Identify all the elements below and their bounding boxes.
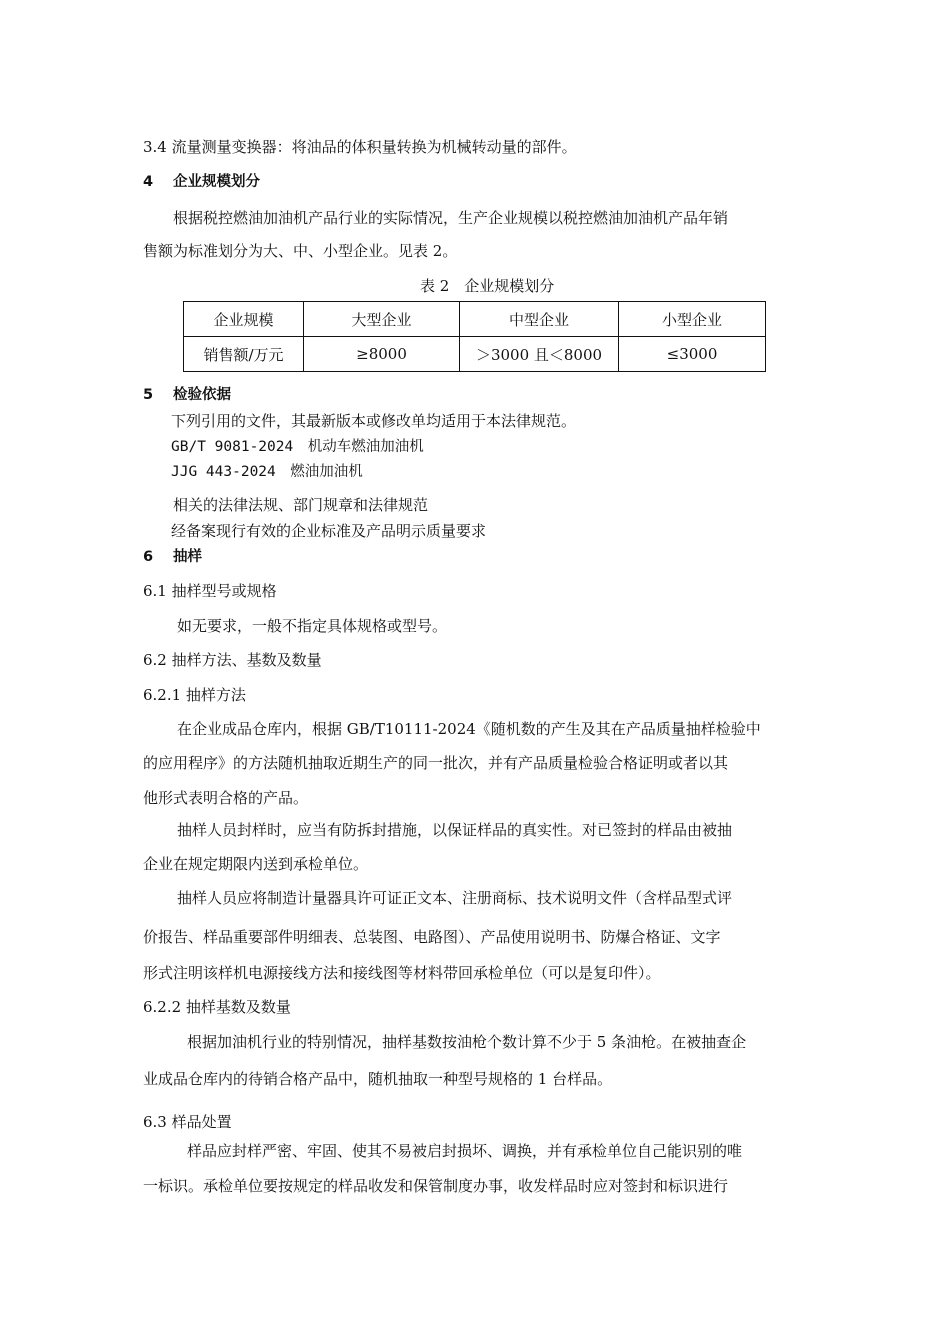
enterprise-scale-table [183,301,766,372]
paragraph-line: 一标识。承检单位要按规定的样品收发和保管制度办事，收发样品时应对签封和标识进行 [143,1177,729,1195]
clause-6-2-heading: 6.2 抽样方法、基数及数量 [143,651,322,669]
section-number: 6 [143,549,154,565]
table-header-cell: 企业规模 [184,302,304,337]
section-4-heading [143,172,260,192]
section-6-heading [143,547,202,567]
table-header-cell: 小型企业 [619,302,766,337]
section-number: 4 [143,174,154,190]
table-row [184,337,766,372]
table-header-cell: 大型企业 [304,302,460,337]
paragraph-line: 形式注明该样机电源接线方法和接线图等材料带回承检单位（可以是复印件）。 [143,964,661,982]
table-caption: 表 2 企业规模划分 [420,277,555,295]
clause-6-1-heading: 6.1 抽样型号或规格 [143,582,277,600]
section-title: 抽样 [173,549,202,565]
paragraph-line: 抽样人员封样时，应当有防拆封措施，以保证样品的真实性。对已签封的样品由被抽 [177,821,733,839]
paragraph-line: 抽样人员应将制造计量器具许可证正文本、注册商标、技术说明文件（含样品型式评 [177,889,733,907]
table-header-row [184,302,766,337]
paragraph-line: 相关的法律法规、部门规章和法律规范 [173,496,429,514]
paragraph-line: 如无要求，一般不指定具体规格或型号。 [177,617,448,635]
paragraph-line: 价报告、样品重要部件明细表、总装图、电路图）、产品使用说明书、防爆合格证、文字 [143,928,721,946]
paragraph-line: 根据税控燃油加油机产品行业的实际情况，生产企业规模以税控燃油加油机产品年销 [173,209,729,227]
clause-6-2-2-heading: 6.2.2 抽样基数及数量 [143,998,291,1016]
paragraph-line: 在企业成品仓库内，根据 GB/T10111-2024《随机数的产生及其在产品质量抽样检验中 [177,720,761,738]
section-5-heading [143,385,231,405]
clause-6-3-heading: 6.3 样品处置 [143,1113,232,1131]
paragraph-line: 的应用程序》的方法随机抽取近期生产的同一批次，并有产品质量检验合格证明或者以其 [143,754,729,772]
paragraph-line: 根据加油机行业的特别情况，抽样基数按油枪个数计算不少于 5 条油枪。在被抽查企 [187,1033,747,1051]
paragraph-line: 业成品仓库内的待销合格产品中，随机抽取一种型号规格的 1 台样品。 [143,1070,613,1088]
section-title: 企业规模划分 [173,174,260,190]
table-cell: ＞3000 且＜8000 [460,337,619,372]
paragraph-line: 下列引用的文件，其最新版本或修改单均适用于本法律规范。 [171,412,577,430]
paragraph-line: 样品应封样严密、牢固、使其不易被启封损坏、调换，并有承检单位自己能识别的唯 [187,1142,743,1160]
section-number: 5 [143,387,154,403]
table-cell: 销售额/万元 [184,337,304,372]
table-header-cell: 中型企业 [460,302,619,337]
paragraph-line: 经备案现行有效的企业标准及产品明示质量要求 [171,522,487,540]
table-cell: ≥8000 [304,337,460,372]
section-title: 检验依据 [173,387,231,403]
paragraph-line: 他形式表明合格的产品。 [143,789,309,807]
normative-reference: GB/T 9081-2024 机动车燃油加油机 [171,439,424,455]
clause-3-4: 3.4 流量测量变换器：将油品的体积量转换为机械转动量的部件。 [143,138,577,156]
paragraph-line: 企业在规定期限内送到承检单位。 [143,855,369,873]
clause-6-2-1-heading: 6.2.1 抽样方法 [143,686,246,704]
normative-reference: JJG 443-2024 燃油加油机 [171,464,363,480]
paragraph-line: 售额为标准划分为大、中、小型企业。见表 2。 [143,242,458,260]
table-cell: ≤3000 [619,337,766,372]
